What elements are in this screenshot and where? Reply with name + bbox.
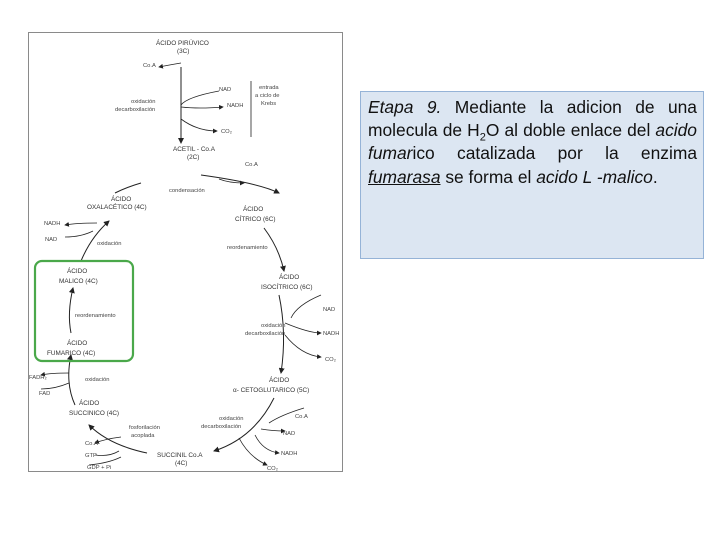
- label-coa-cond: Co.A: [245, 162, 258, 168]
- label-oxalacetico-2: OXALACÉTICO (4C): [87, 204, 147, 211]
- nad-in-top: [181, 91, 219, 105]
- label-co2-right: CO₂: [325, 357, 336, 363]
- label-malico-2: MALICO (4C): [59, 278, 98, 285]
- label-entrada-1: entrada: [259, 85, 279, 91]
- label-acetil: ACETIL - Co.A: [173, 146, 216, 153]
- label-entrada-2: a ciclo de: [255, 93, 280, 99]
- label-fumarico-2: FUMARICO (4C): [47, 350, 96, 357]
- label-gtp: GTP: [85, 453, 97, 459]
- label-citrico-1: ÁCIDO: [243, 206, 264, 213]
- fumar-word: fumar: [368, 143, 413, 164]
- label-reordenamiento-left: reordenamiento: [75, 313, 116, 319]
- explanation-textbox: [360, 91, 704, 259]
- label-co2-bottom: CO₂: [267, 466, 278, 472]
- label-oxalacetico-1: ÁCIDO: [111, 196, 132, 203]
- text-end: .: [652, 166, 658, 187]
- label-coa-top: Co.A: [143, 63, 156, 69]
- label-coa-left-bottom: Co.A: [85, 441, 98, 447]
- label-succinil: SUCCINIL Co.A: [157, 452, 203, 459]
- label-ox-dec-bottom-1: oxidación: [219, 416, 244, 422]
- label-oxidacion-left: oxidación: [97, 241, 122, 247]
- label-nadh-bottom: NADH: [281, 451, 298, 457]
- label-piruvico: ÁCIDO PIRÚVICO: [156, 40, 209, 47]
- label-gdp: GDP + Pi: [87, 465, 112, 471]
- label-oxidacion-fad: oxidación: [85, 377, 110, 383]
- text-part-4: se forma el: [440, 166, 537, 187]
- text-part-1: Mediante la adicion de una molecula de H: [368, 97, 697, 141]
- krebs-cycle-svg: [29, 33, 344, 473]
- label-ox-dec-bottom-2: decarboxilación: [201, 424, 242, 430]
- diagram-labels: [29, 38, 339, 472]
- text-part-2: O al doble enlace del: [485, 120, 656, 141]
- arrow-fumarico-malico: [69, 288, 73, 333]
- label-cetoglutarico-1: ÁCIDO: [269, 377, 290, 384]
- label-co2-top: CO₂: [221, 129, 232, 135]
- label-malico-1: ÁCIDO: [67, 268, 88, 275]
- label-piruvico-c: (3C): [177, 48, 190, 55]
- h2o-subscript: 2: [479, 131, 486, 144]
- label-fosf-2: acoplada: [131, 433, 155, 439]
- label-nad-right: NAD: [323, 307, 336, 313]
- fumarasa-word: fumarasa: [368, 166, 441, 187]
- arrow-succinico-fumarico: [69, 355, 75, 405]
- label-ox-dec-top-1: oxidación: [131, 99, 156, 105]
- label-nad-top: NAD: [219, 87, 232, 93]
- label-reordenamiento-right: reordenamiento: [227, 245, 268, 251]
- label-fad: FAD: [39, 391, 51, 397]
- acido-word: acido: [655, 120, 697, 141]
- label-isocitrico-1: ÁCIDO: [279, 274, 300, 281]
- ico-suffix: ico: [412, 143, 435, 164]
- label-ox-dec-top-2: decarboxilación: [115, 107, 156, 113]
- label-succinico-1: ÁCIDO: [79, 400, 100, 407]
- label-nad-left: NAD: [45, 237, 58, 243]
- label-citrico-2: CÍTRICO (6C): [235, 216, 276, 223]
- label-entrada-3: Krebs: [261, 101, 277, 107]
- label-cetoglutarico-2: α- CETOGLUTARICO (5C): [233, 387, 310, 394]
- arrow-to-citrate: [201, 175, 279, 193]
- label-ox-dec-right-2: decarboxilación: [245, 331, 286, 337]
- text-part-3: catalizada por la enzima: [434, 143, 697, 164]
- etapa-label: Etapa 9.: [368, 97, 442, 117]
- label-ox-dec-right-1: oxidación: [261, 323, 286, 329]
- label-condensacion: condensación: [169, 188, 205, 194]
- label-nad-bottom: NAD: [283, 431, 296, 437]
- label-nadh-top: NADH: [227, 103, 244, 109]
- label-succinil-c: (4C): [175, 460, 188, 467]
- label-fumarico-1: ÁCIDO: [67, 340, 88, 347]
- label-nadh-right: NADH: [323, 331, 340, 337]
- label-fadh: FADH₂: [29, 375, 47, 381]
- label-nadh-left: NADH: [44, 221, 61, 227]
- label-acetil-c: (2C): [187, 154, 200, 161]
- label-isocitrico-2: ISOCÍTRICO (6C): [261, 284, 313, 291]
- label-coa-bottom-right: Co.A: [295, 414, 308, 420]
- acido-l-malico: acido L -malico: [536, 166, 653, 187]
- krebs-cycle-diagram: [28, 32, 343, 472]
- label-fosf-1: fosforilación: [129, 425, 160, 431]
- arc-oxalo-in: [115, 183, 141, 193]
- label-succinico-2: SUCCINICO (4C): [69, 410, 120, 417]
